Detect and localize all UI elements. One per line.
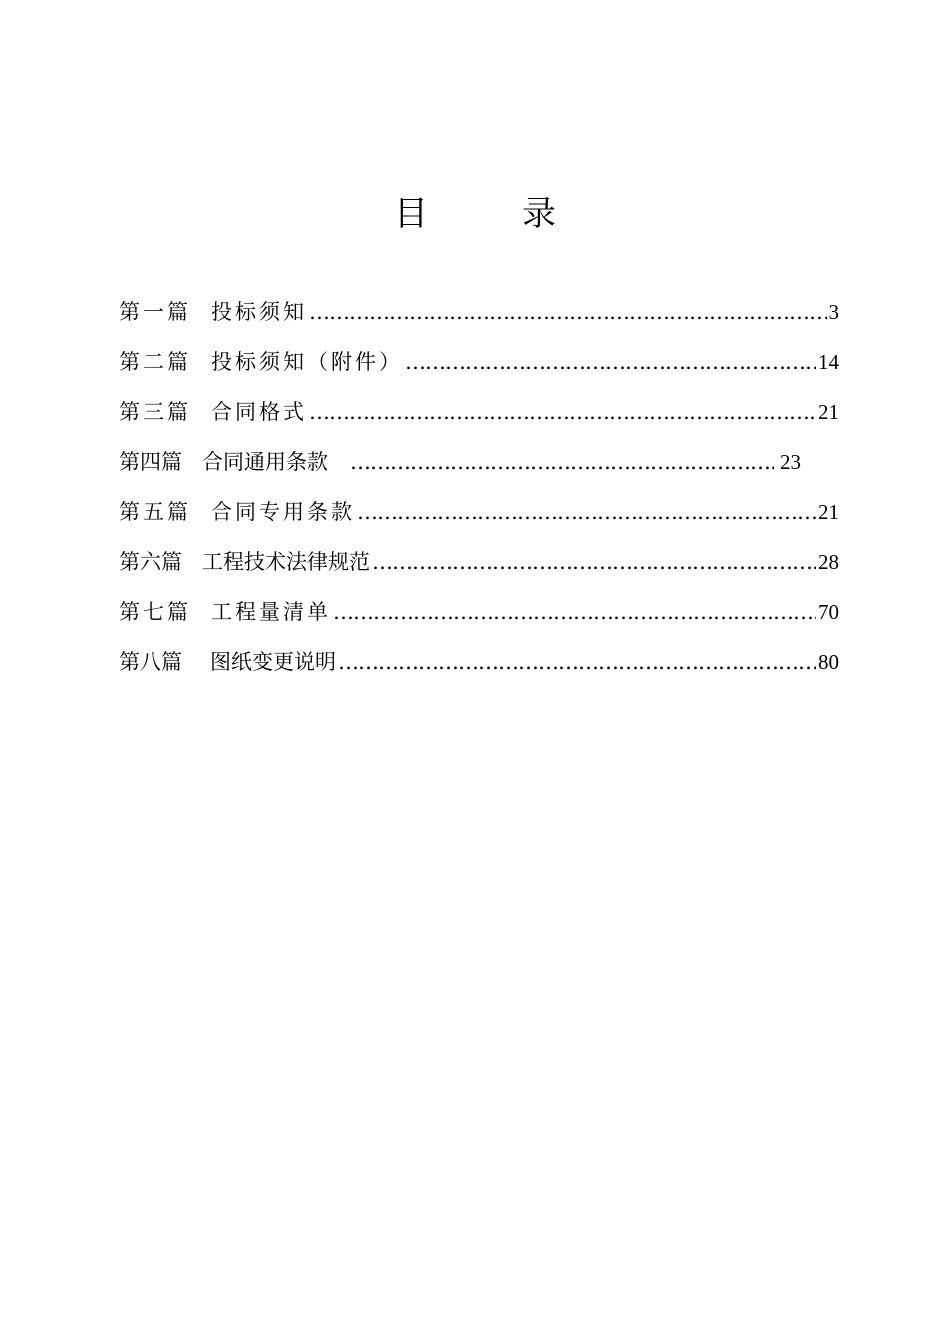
toc-entry-8	[119, 642, 839, 692]
toc-heading: 工程量清单	[211, 600, 331, 624]
toc-heading: 图纸变更说明	[210, 650, 336, 674]
toc-heading: 合同专用条款	[211, 500, 355, 524]
toc-entry-5	[119, 492, 839, 542]
dot-leader	[309, 292, 827, 332]
toc-entry-3	[119, 392, 839, 442]
toc-chapter: 第三篇	[119, 400, 191, 424]
toc-heading: 投标须知	[211, 300, 307, 324]
dot-leader	[333, 592, 816, 632]
toc-entry-2	[119, 342, 839, 392]
toc-heading: 工程技术法律规范	[202, 550, 370, 574]
dot-leader	[372, 542, 816, 582]
toc-heading: 合同通用条款	[202, 450, 328, 474]
toc-entry-6	[119, 542, 839, 592]
dot-leader	[338, 642, 816, 682]
toc-chapter: 第七篇	[119, 600, 191, 624]
toc-chapter: 第八篇	[119, 650, 182, 674]
toc-page-number: 23	[780, 450, 801, 474]
toc-page-number: 3	[828, 300, 839, 324]
toc-page-number: 14	[818, 350, 839, 374]
toc-chapter: 第五篇	[119, 500, 191, 524]
page-title: 目 录	[394, 194, 586, 234]
dot-leader	[357, 492, 816, 532]
toc-page-number: 21	[818, 400, 839, 424]
toc-heading: 投标须知（附件）	[211, 350, 403, 374]
toc-entry-7	[119, 592, 839, 642]
toc-page-number: 21	[818, 500, 839, 524]
toc-entry-1	[119, 292, 839, 342]
table-of-contents	[119, 292, 839, 692]
toc-page-number: 80	[818, 650, 839, 674]
dot-leader	[309, 392, 816, 432]
toc-chapter: 第四篇	[119, 450, 182, 474]
toc-page-number: 28	[818, 550, 839, 574]
dot-leader	[405, 342, 816, 382]
toc-entry-4	[119, 442, 801, 492]
toc-heading: 合同格式	[211, 400, 307, 424]
toc-chapter: 第六篇	[119, 550, 182, 574]
toc-chapter: 第二篇	[119, 350, 191, 374]
toc-chapter: 第一篇	[119, 300, 191, 324]
dot-leader	[350, 442, 774, 482]
toc-page-number: 70	[818, 600, 839, 624]
